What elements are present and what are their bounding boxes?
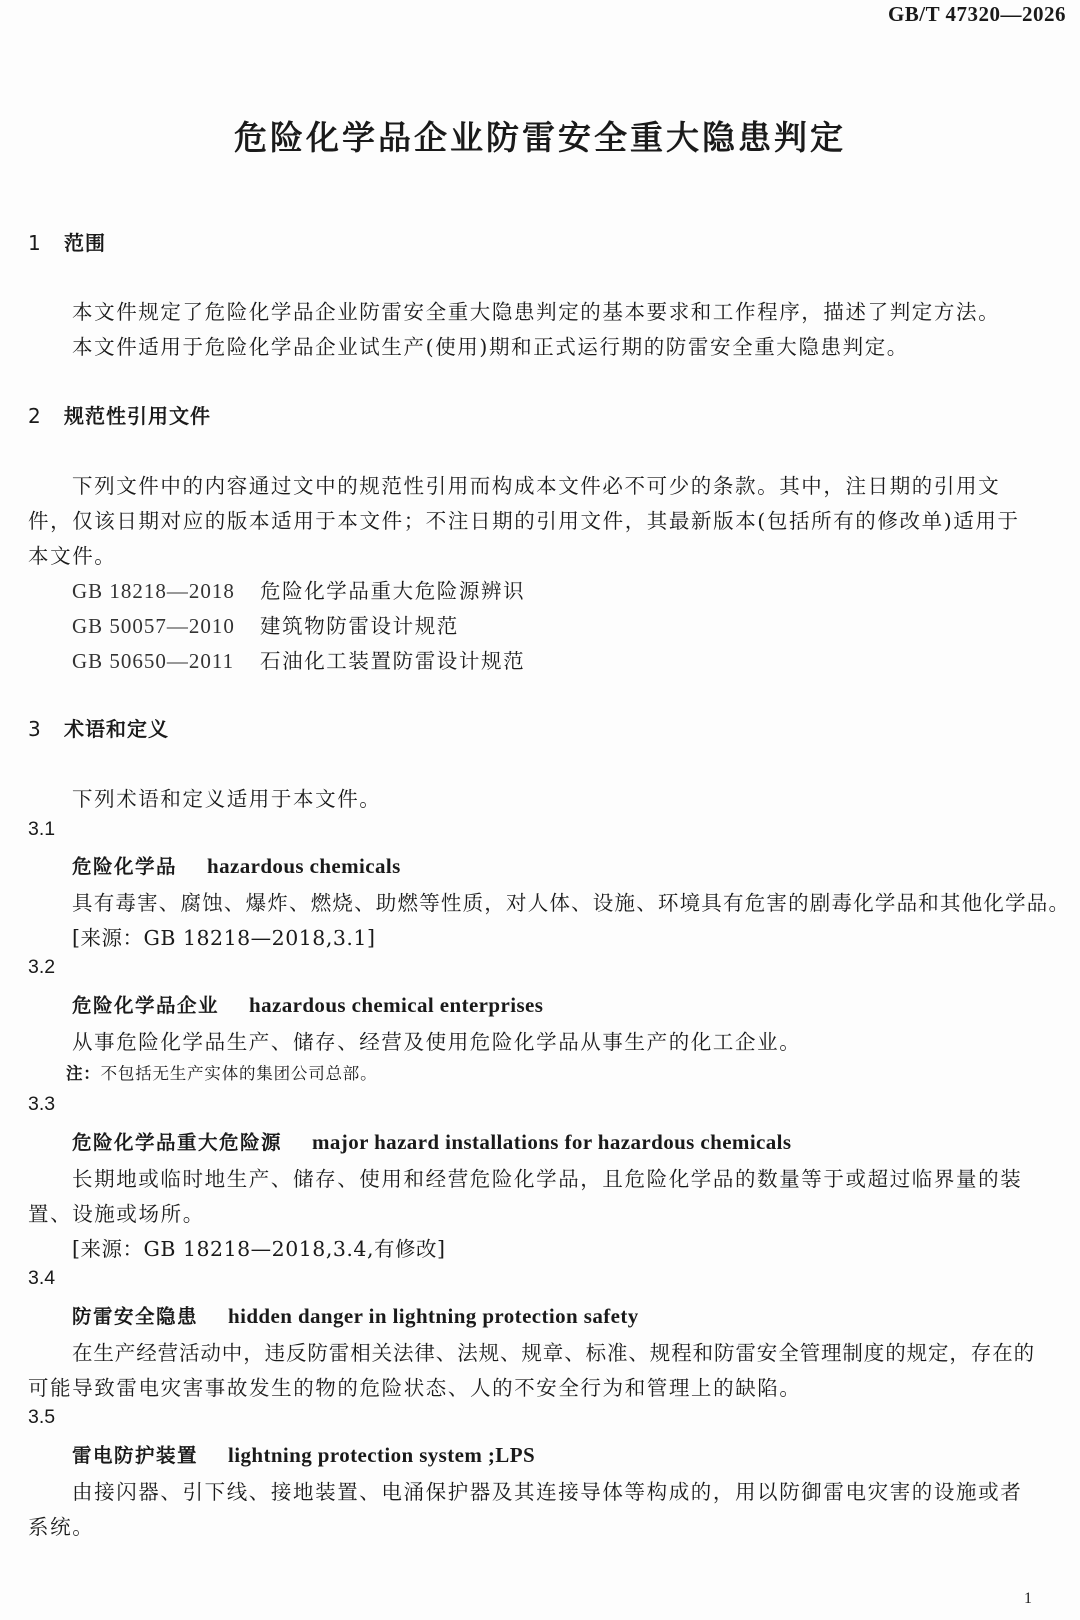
term-english: hidden danger in lightning protection safety: [228, 1304, 639, 1328]
reference-code: GB 50650—2011: [72, 649, 235, 673]
section-title: 范围: [64, 231, 106, 255]
reference-code: GB 50057—2010: [72, 614, 235, 638]
section-title: 术语和定义: [64, 717, 169, 741]
term-definition: 由接闪器、引下线、接地装置、电涌保护器及其连接导体等构成的，用以防御雷电灾害的设施或者: [72, 1480, 1023, 1504]
term-heading: [72, 1127, 791, 1155]
term-number: 3.2: [28, 956, 56, 978]
reference-code: GB 18218—2018: [72, 579, 235, 603]
section-title: 规范性引用文件: [64, 404, 211, 428]
term-source: [来源：GB 18218—2018,3.1]: [72, 926, 376, 950]
term-heading: [72, 990, 543, 1018]
note-label: 注：: [66, 1064, 101, 1083]
standard-code: GB/T 47320—2026: [887, 2, 1066, 26]
section-number: 1: [28, 231, 42, 255]
section-2-heading: [28, 400, 211, 429]
term-chinese: 危险化学品: [72, 855, 178, 878]
normative-reference: [72, 644, 525, 674]
term-definition: 系统。: [28, 1515, 95, 1539]
term-definition: 从事危险化学品生产、储存、经营及使用危险化学品从事生产的化工企业。: [72, 1030, 802, 1054]
term-definition: 可能导致雷电灾害事故发生的物的危险状态、人的不安全行为和管理上的缺陷。: [28, 1376, 802, 1400]
note-text: 不包括无生产实体的集团公司总部。: [100, 1064, 378, 1083]
term-heading: [72, 1440, 535, 1468]
term-number: 3.5: [28, 1406, 56, 1428]
paragraph: 下列术语和定义适用于本文件。: [72, 787, 382, 811]
paragraph-line: 本文件。: [28, 544, 117, 568]
term-english: major hazard installations for hazardous chemicals: [312, 1130, 792, 1154]
document-title: 危险化学品企业防雷安全重大隐患判定: [234, 118, 846, 157]
normative-reference: [72, 574, 525, 604]
paragraph-line: 下列文件中的内容通过文中的规范性引用而构成本文件必不可少的条款。其中，注日期的引用文: [72, 474, 1001, 498]
reference-title: 危险化学品重大危险源辨识: [260, 579, 526, 603]
term-definition: 长期地或临时地生产、储存、使用和经营危险化学品，且危险化学品的数量等于或超过临界量的装: [72, 1167, 1023, 1191]
page-number: 1: [1024, 1590, 1032, 1607]
term-english: hazardous chemicals: [207, 854, 401, 878]
section-number: 2: [28, 404, 42, 428]
term-source: [来源：GB 18218—2018,3.4,有修改]: [72, 1237, 446, 1261]
term-definition: 在生产经营活动中，违反防雷相关法律、法规、规章、标准、规程和防雷安全管理制度的规定，存在的: [72, 1341, 1035, 1365]
term-number: 3.1: [28, 818, 56, 840]
term-chinese: 雷电防护装置: [72, 1444, 199, 1467]
paragraph: 本文件适用于危险化学品企业试生产(使用)期和正式运行期的防雷安全重大隐患判定。: [72, 335, 909, 359]
term-chinese: 防雷安全隐患: [72, 1305, 199, 1328]
term-heading: [72, 1301, 639, 1329]
term-chinese: 危险化学品企业: [72, 994, 220, 1017]
section-3-heading: [28, 713, 169, 742]
term-english: lightning protection system ;LPS: [228, 1443, 536, 1467]
paragraph: 本文件规定了危险化学品企业防雷安全重大隐患判定的基本要求和工作程序，描述了判定方法。: [72, 300, 1001, 324]
paragraph-line: 件，仅该日期对应的版本适用于本文件；不注日期的引用文件，其最新版本(包括所有的修改单)适用于: [28, 509, 1020, 533]
normative-reference: [72, 609, 459, 639]
term-number: 3.4: [28, 1267, 56, 1289]
term-definition: 置、设施或场所。: [28, 1202, 205, 1226]
term-number: 3.3: [28, 1093, 56, 1115]
reference-title: 建筑物防雷设计规范: [260, 614, 459, 638]
term-chinese: 危险化学品重大危险源: [72, 1131, 283, 1154]
reference-title: 石油化工装置防雷设计规范: [260, 649, 526, 673]
term-heading: [72, 851, 401, 879]
term-definition: 具有毒害、腐蚀、爆炸、燃烧、助燃等性质，对人体、设施、环境具有危害的剧毒化学品和其他化学品。: [72, 891, 1071, 915]
section-1-heading: [28, 227, 106, 256]
term-english: hazardous chemical enterprises: [249, 993, 544, 1017]
term-note: [66, 1060, 377, 1084]
section-number: 3: [28, 717, 42, 741]
